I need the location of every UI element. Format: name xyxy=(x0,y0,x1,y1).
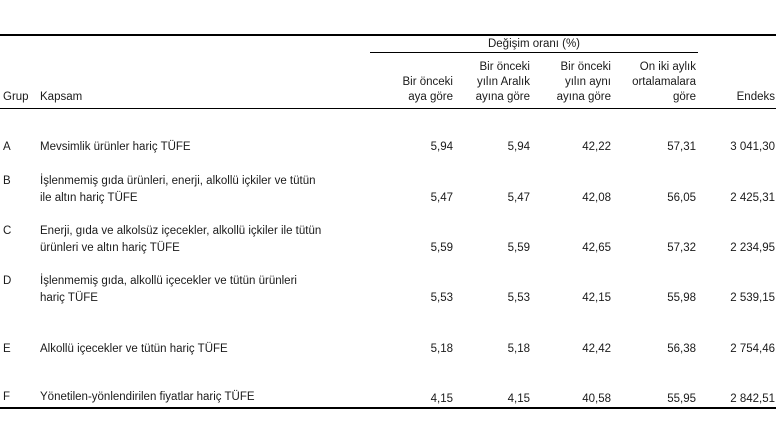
row-same-month: 42,15 xyxy=(582,292,611,304)
row-group-code: F xyxy=(3,391,11,403)
row-endeks: 3 041,30 xyxy=(730,141,775,153)
row-previous-december: 5,18 xyxy=(507,343,530,355)
row-previous-month: 5,94 xyxy=(430,141,453,153)
row-twelve-month: 55,95 xyxy=(667,393,696,405)
row-scope: Yönetilen-yönlendirilen fiyatlar hariç TÜFE xyxy=(40,391,255,403)
row-same-month: 42,65 xyxy=(582,242,611,254)
row-scope: Alkollü içecekler ve tütün hariç TÜFE xyxy=(40,343,228,355)
table-bottom-rule xyxy=(0,407,776,409)
row-previous-month: 5,59 xyxy=(430,242,453,254)
row-twelve-month: 55,98 xyxy=(667,292,696,304)
row-group-code: B xyxy=(3,175,11,187)
row-scope: İşlenmemiş gıda ürünleri, enerji, alkollü içkiler ve tütün ile altın hariç TÜFE xyxy=(40,175,316,204)
row-previous-december: 5,94 xyxy=(507,141,530,153)
row-twelve-month: 57,32 xyxy=(667,242,696,254)
row-previous-december: 5,59 xyxy=(507,242,530,254)
row-previous-month: 4,15 xyxy=(430,393,453,405)
header-kapsam: Kapsam xyxy=(40,91,83,103)
row-endeks: 2 425,31 xyxy=(730,192,775,204)
row-previous-december: 5,53 xyxy=(507,292,530,304)
row-scope: Enerji, gıda ve alkolsüz içecekler, alkollü içkiler ile tütün ürünleri ve altın hariç TÜFE xyxy=(40,225,322,254)
header-twelve-month-average: On iki aylık ortalamalara göre xyxy=(632,61,696,103)
header-endeks: Endeks xyxy=(736,91,775,103)
row-same-month: 42,42 xyxy=(582,343,611,355)
change-rate-group-title: Değişim oranı (%) xyxy=(487,38,581,50)
row-endeks: 2 754,46 xyxy=(730,343,775,355)
header-previous-month: Bir önceki aya göre xyxy=(402,76,453,103)
row-twelve-month: 56,05 xyxy=(667,192,696,204)
row-previous-month: 5,53 xyxy=(430,292,453,304)
row-group-code: A xyxy=(3,141,11,153)
row-scope: Mevsimlik ürünler hariç TÜFE xyxy=(40,141,191,153)
row-group-code: D xyxy=(3,275,12,287)
table-top-rule xyxy=(0,34,776,36)
row-group-code: C xyxy=(3,225,12,237)
row-twelve-month: 56,38 xyxy=(667,343,696,355)
row-same-month: 42,08 xyxy=(582,192,611,204)
row-previous-month: 5,47 xyxy=(430,192,453,204)
header-grup: Grup xyxy=(3,91,29,103)
change-rate-group-rule xyxy=(370,52,698,53)
row-endeks: 2 842,51 xyxy=(730,393,775,405)
header-bottom-rule xyxy=(0,108,776,109)
row-previous-december: 4,15 xyxy=(507,393,530,405)
header-same-month-previous-year: Bir önceki yılın aynı ayına göre xyxy=(556,61,611,103)
row-twelve-month: 57,31 xyxy=(667,141,696,153)
row-group-code: E xyxy=(3,343,11,355)
row-endeks: 2 539,15 xyxy=(730,292,775,304)
row-endeks: 2 234,95 xyxy=(730,242,775,254)
header-previous-december: Bir önceki yılın Aralık ayına göre xyxy=(475,61,530,103)
row-previous-month: 5,18 xyxy=(430,343,453,355)
row-same-month: 42,22 xyxy=(582,141,611,153)
row-previous-december: 5,47 xyxy=(507,192,530,204)
row-same-month: 40,58 xyxy=(582,393,611,405)
row-scope: İşlenmemiş gıda, alkollü içecekler ve tütün ürünleri hariç TÜFE xyxy=(40,275,297,304)
